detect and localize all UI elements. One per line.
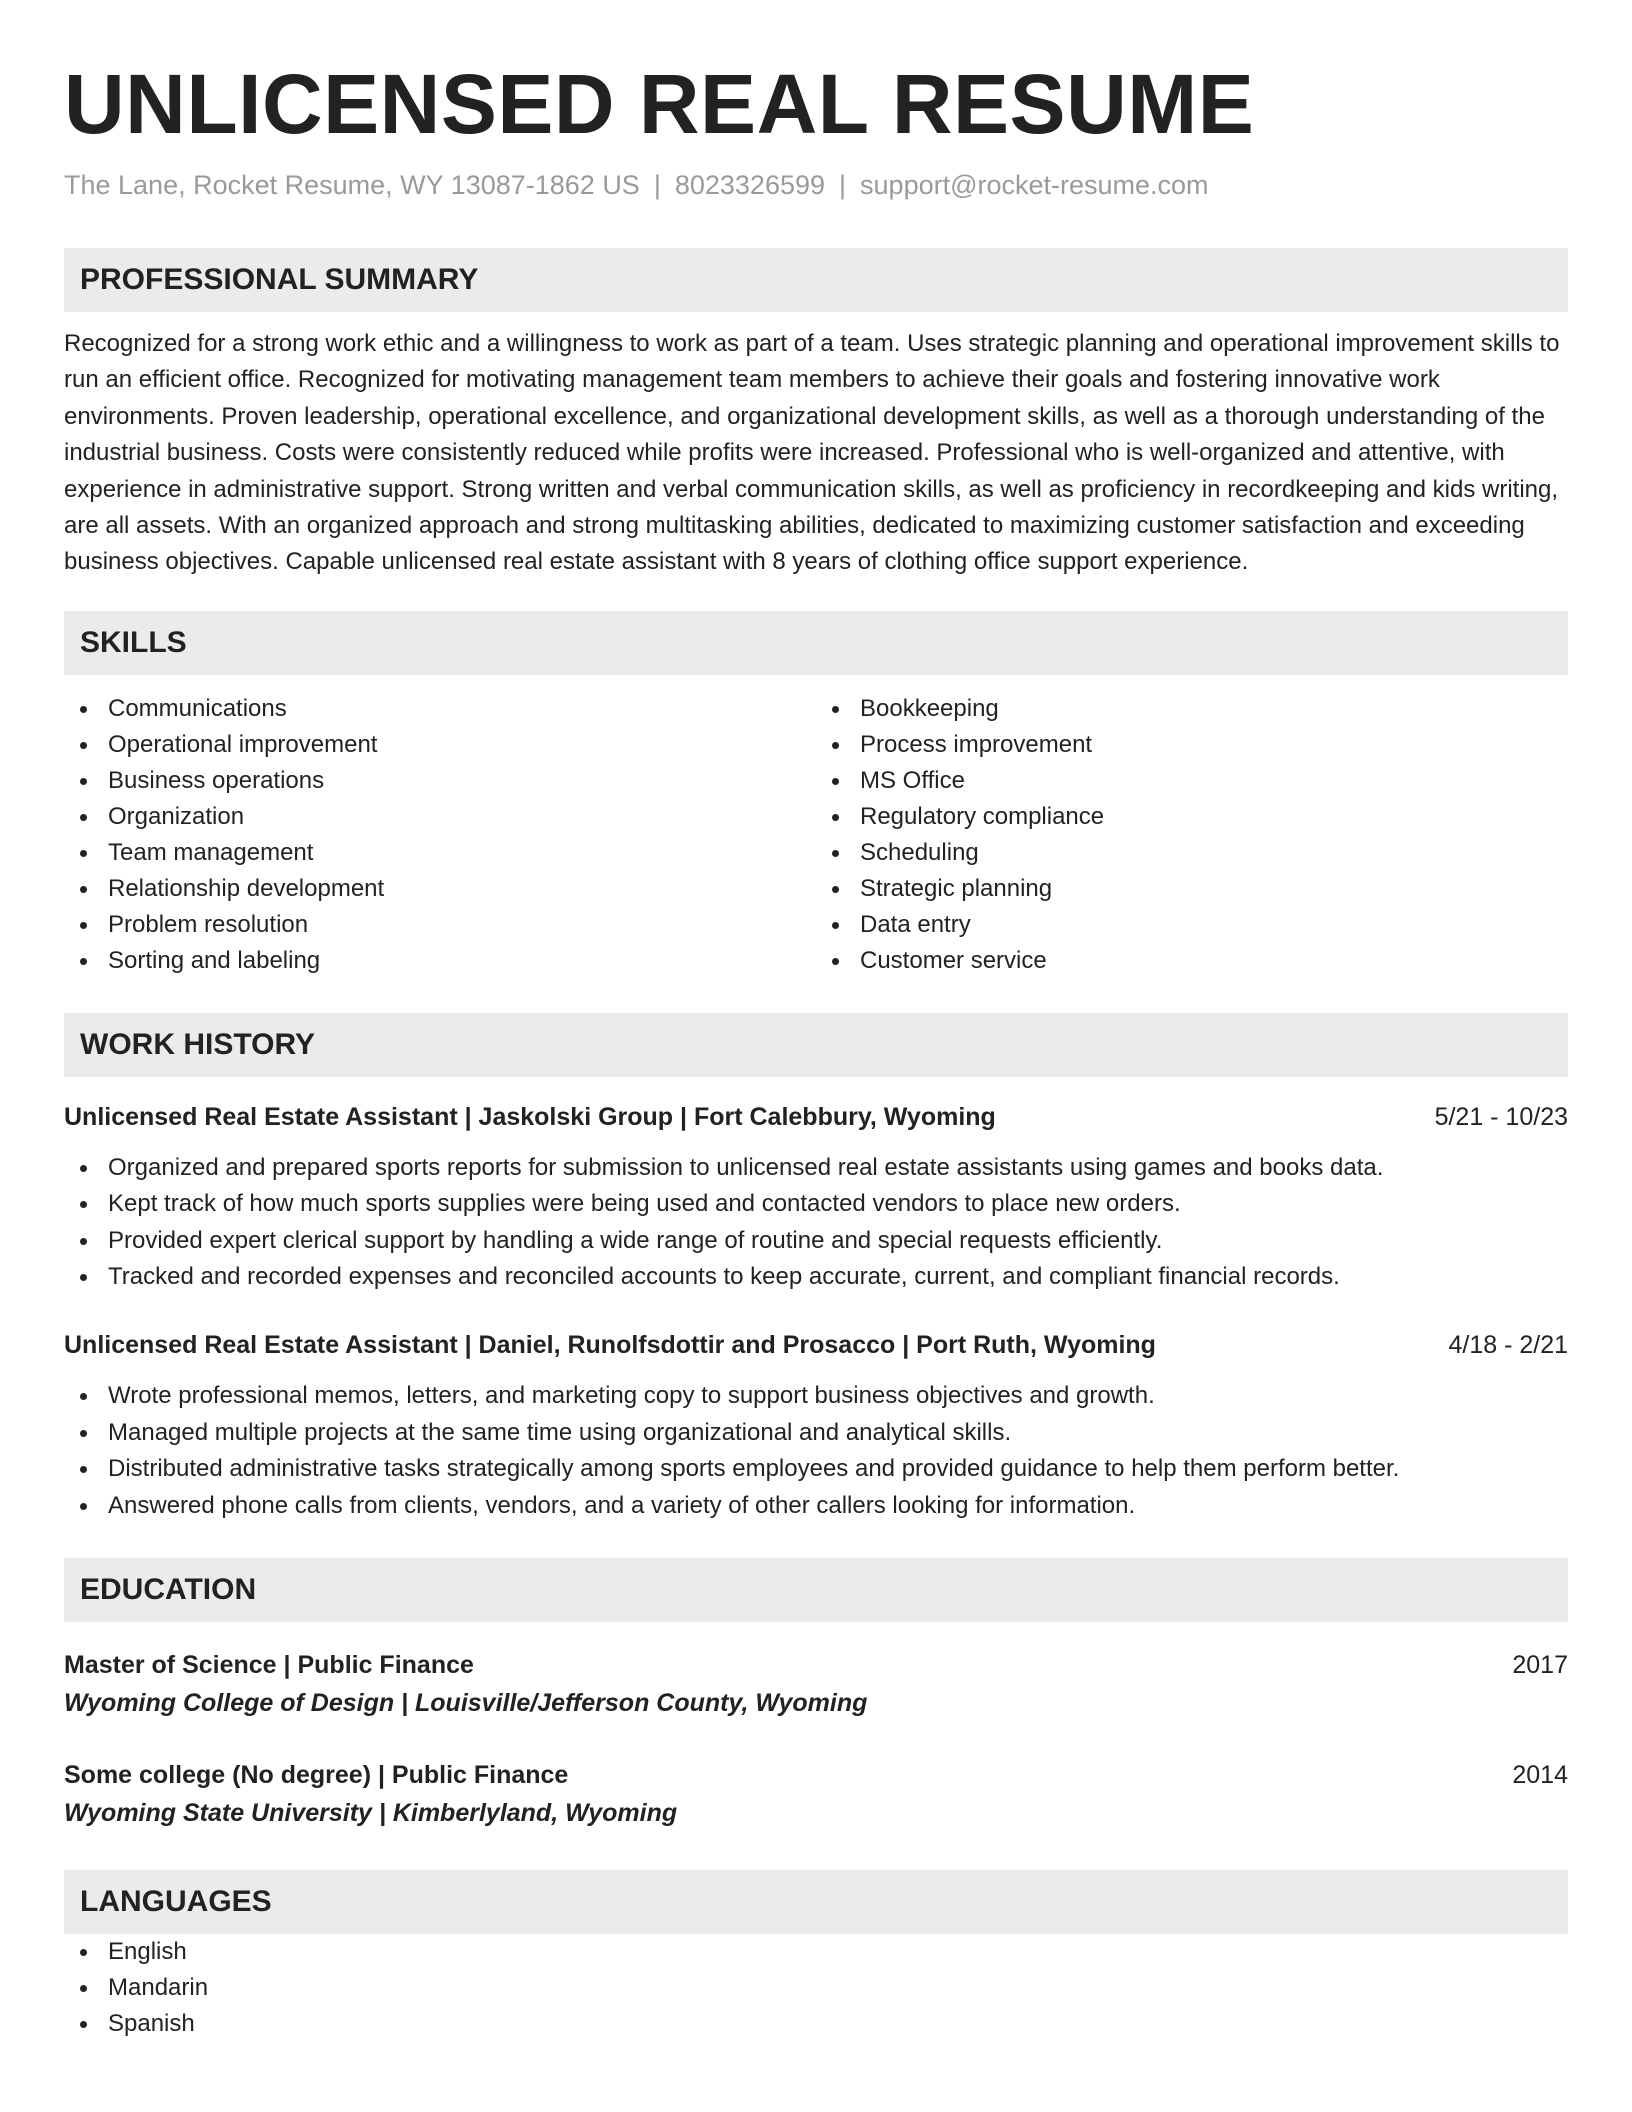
job-bullet-text: Answered phone calls from clients, vendors, and a variety of other callers looking for information. [108,1491,1136,1519]
skill-item [64,835,816,871]
skill-label: Relationship development [108,874,385,902]
education-year: 2017 [1512,1651,1568,1680]
education-year: 2014 [1512,1761,1568,1790]
language-item [64,1934,1568,1970]
language-label: English [108,1938,187,1966]
job-heading-row [64,1327,1568,1363]
skill-item [816,835,1568,871]
skill-label: Data entry [860,910,971,938]
job-bullet [64,1488,1568,1524]
bullet-icon [80,814,87,821]
contact-phone: 8023326599 [674,170,826,200]
skill-item [64,871,816,907]
skill-label: Organization [108,802,245,830]
skills-grid [64,691,1568,979]
job-title: Unlicensed Real Estate Assistant | Jaskolski Group | Fort Calebbury, Wyoming [64,1102,996,1131]
bullet-icon [832,850,839,857]
skill-item [64,943,816,979]
skills-list-left [64,691,816,979]
job-bullet-text: Organized and prepared sports reports for submission to unlicensed real estate assistants using games and books data. [108,1153,1384,1181]
language-label: Mandarin [108,1974,209,2002]
skill-label: Communications [108,694,287,722]
bullet-icon [80,1274,87,1281]
summary-text: Recognized for a strong work ethic and a willingness to work as part of a team. Uses strategic planning and operational improvement skills to run an efficient office. Recognized for motivating management team members to achieve their goals and fostering innovative work environments. Proven leadership, operational excellence, and organizational development skills, as well as a thorough understanding of the industrial business. Costs were consistently reduced while profits were increased. Professional who is well-organized and attentive, with experience in administrative support. Strong written and verbal communication skills, as well as proficiency in recordkeeping and kids writing, are all assets. With an organized approach and strong multitasking abilities, dedicated to maximizing customer satisfaction and exceeding business objectives. Capable unlicensed real estate assistant with 8 years of clothing office support experience. [64,330,1560,576]
skill-item [816,691,1568,727]
education-degree: Some college (No degree) | Public Finance [64,1761,569,1790]
skill-item [816,799,1568,835]
skill-label: Bookkeeping [860,694,999,722]
skill-item [816,943,1568,979]
bullet-icon [80,1165,87,1172]
bullet-icon [80,850,87,857]
job-bullet [64,1415,1568,1451]
job-entry [64,1099,1568,1296]
bullet-icon [80,706,87,713]
skill-label: Business operations [108,766,325,794]
bullet-icon [832,706,839,713]
section-header-summary: PROFESSIONAL SUMMARY [64,248,1568,312]
contact-email: support@rocket-resume.com [860,170,1209,200]
education-school: Wyoming State University | Kimberlyland, Wyoming [64,1799,678,1828]
education-entry [64,1646,1568,1722]
contact-line [64,166,1568,204]
bullet-icon [832,778,839,785]
job-entry [64,1327,1568,1524]
job-dates: 5/21 - 10/23 [1434,1102,1568,1131]
job-bullet-text: Wrote professional memos, letters, and marketing copy to support business objectives and growth. [108,1382,1155,1410]
languages-list [64,1934,1568,2042]
skill-label: Process improvement [860,730,1093,758]
skill-item [64,799,816,835]
skill-item [64,763,816,799]
skill-label: Problem resolution [108,910,309,938]
skill-item [816,763,1568,799]
skill-label: Strategic planning [860,874,1053,902]
bullet-icon [80,1466,87,1473]
skill-item [64,907,816,943]
bullet-icon [80,778,87,785]
skill-label: Operational improvement [108,730,378,758]
language-label: Spanish [108,2010,195,2038]
education-heading-row [64,1646,1568,1684]
skill-item [64,727,816,763]
job-bullet-text: Distributed administrative tasks strategically among sports employees and provided guidance to help them perform better. [108,1455,1400,1483]
bullet-icon [80,742,87,749]
section-header-education: EDUCATION [64,1558,1568,1622]
bullet-icon [832,742,839,749]
bullet-icon [80,958,87,965]
skill-label: MS Office [860,766,965,794]
bullet-icon [80,2021,87,2028]
job-bullet [64,1150,1568,1186]
education-entry [64,1756,1568,1832]
bullet-icon [832,886,839,893]
skill-item [64,691,816,727]
bullet-icon [832,958,839,965]
bullet-icon [80,1503,87,1510]
job-bullets [64,1378,1568,1524]
skill-label: Customer service [860,946,1047,974]
language-item [64,2006,1568,2042]
job-bullet-text: Tracked and recorded expenses and reconciled accounts to keep accurate, current, and compliant financial records. [108,1263,1340,1291]
education-school: Wyoming College of Design | Louisville/Jefferson County, Wyoming [64,1689,868,1718]
bullet-icon [832,814,839,821]
contact-address: The Lane, Rocket Resume, WY 13087-1862 US [64,170,640,200]
job-bullet-text: Managed multiple projects at the same time using organizational and analytical skills. [108,1418,1012,1446]
job-bullet-text: Kept track of how much sports supplies were being used and contacted vendors to place new orders. [108,1190,1181,1218]
bullet-icon [80,1393,87,1400]
resume-name: UNLICENSED REAL RESUME [64,57,1255,151]
bullet-icon [80,886,87,893]
skill-item [816,907,1568,943]
skill-item [816,727,1568,763]
section-header-work-history: WORK HISTORY [64,1013,1568,1077]
job-bullets [64,1150,1568,1296]
skill-item [816,871,1568,907]
bullet-icon [80,1201,87,1208]
contact-separator: | [839,170,847,200]
job-bullet-text: Provided expert clerical support by handling a wide range of routine and special requests efficiently. [108,1226,1163,1254]
skill-label: Team management [108,838,314,866]
bullet-icon [80,1238,87,1245]
education-degree: Master of Science | Public Finance [64,1651,474,1680]
bullet-icon [80,922,87,929]
job-bullet [64,1223,1568,1259]
skill-label: Scheduling [860,838,979,866]
contact-separator: | [653,170,661,200]
skill-label: Regulatory compliance [860,802,1105,830]
bullet-icon [832,922,839,929]
skills-list-right [816,691,1568,979]
section-header-skills: SKILLS [64,611,1568,675]
job-heading-row [64,1099,1568,1135]
job-bullet [64,1451,1568,1487]
bullet-icon [80,1430,87,1437]
job-bullet [64,1378,1568,1414]
education-heading-row [64,1756,1568,1794]
bullet-icon [80,1985,87,1992]
skill-label: Sorting and labeling [108,946,321,974]
section-header-languages: LANGUAGES [64,1870,1568,1934]
job-bullet [64,1259,1568,1295]
language-item [64,1970,1568,2006]
bullet-icon [80,1949,87,1956]
job-bullet [64,1186,1568,1222]
job-dates: 4/18 - 2/21 [1448,1331,1568,1360]
job-title: Unlicensed Real Estate Assistant | Daniel, Runolfsdottir and Prosacco | Port Ruth, Wyoming [64,1331,1156,1360]
